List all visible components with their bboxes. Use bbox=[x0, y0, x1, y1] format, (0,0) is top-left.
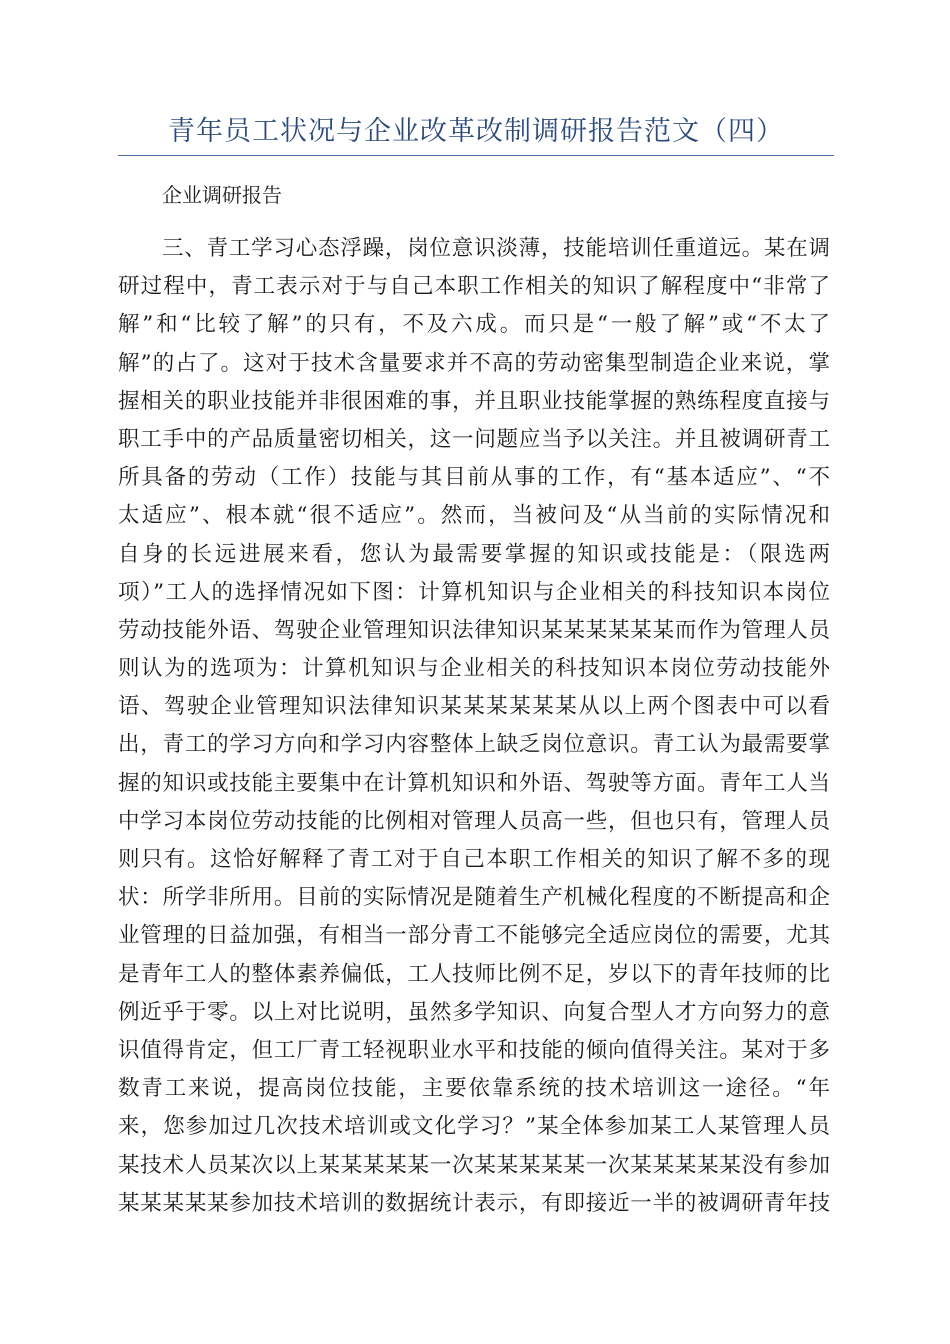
title-underline bbox=[118, 155, 834, 156]
body-line: 太适应”、根本就“很不适应”。然而，当被问及“从当前的实际情况和 bbox=[118, 503, 830, 529]
body-line: 数青工来说，提高岗位技能，主要依靠系统的技术培训这一途径。“年 bbox=[118, 1076, 830, 1102]
document-subtitle: 企业调研报告 bbox=[162, 183, 282, 207]
body-line: 中学习本岗位劳动技能的比例相对管理人员高一些，但也只有，管理人员 bbox=[118, 808, 830, 834]
body-line: 则认为的选项为：计算机知识与企业相关的科技知识本岗位劳动技能外 bbox=[118, 656, 830, 682]
body-line: 劳动技能外语、驾驶企业管理知识法律知识某某某某某某而作为管理人员 bbox=[118, 617, 830, 643]
body-line: 则只有。这恰好解释了青工对于自己本职工作相关的知识了解不多的现 bbox=[118, 847, 830, 872]
body-line: 三、青工学习心态浮躁，岗位意识淡薄，技能培训任重道远。某在调 bbox=[162, 236, 830, 261]
body-line: 例近乎于零。以上对比说明，虽然多学知识、向复合型人才方向努力的意 bbox=[118, 999, 830, 1025]
body-line: 业管理的日益加强，有相当一部分青工不能够完全适应岗位的需要，尤其 bbox=[118, 923, 830, 949]
body-line: 解”和“比较了解”的只有，不及六成。而只是“一般了解”或“不太了 bbox=[118, 312, 830, 338]
body-line: 某某某某某参加技术培训的数据统计表示，有即接近一半的被调研青年技 bbox=[118, 1190, 830, 1216]
body-line: 自身的长远进展来看，您认为最需要掌握的知识或技能是：（限选两 bbox=[118, 541, 830, 567]
body-paragraph bbox=[118, 230, 830, 1223]
body-line: 来，您参加过几次技术培训或文化学习？”某全体参加某工人某管理人员 bbox=[118, 1114, 830, 1140]
body-line: 某技术人员某次以上某某某某某一次某某某某某一次某某某某某没有参加 bbox=[118, 1152, 830, 1178]
body-line: 项）”工人的选择情况如下图：计算机知识与企业相关的科技知识本岗位 bbox=[118, 579, 830, 605]
body-line: 握相关的职业技能并非很困难的事，并且职业技能掌握的熟练程度直接与 bbox=[118, 388, 830, 414]
body-line: 解”的占了。这对于技术含量要求并不高的劳动密集型制造企业来说，掌 bbox=[118, 350, 830, 376]
body-line: 语、驾驶企业管理知识法律知识某某某某某某从以上两个图表中可以看 bbox=[118, 694, 830, 720]
body-line: 出，青工的学习方向和学习内容整体上缺乏岗位意识。青工认为最需要掌 bbox=[118, 732, 830, 758]
body-line: 是青年工人的整体素养偏低，工人技师比例不足，岁以下的青年技师的比 bbox=[118, 961, 830, 987]
body-line: 状：所学非所用。目前的实际情况是随着生产机械化程度的不断提高和企 bbox=[118, 885, 830, 911]
body-line: 研过程中，青工表示对于与自己本职工作相关的知识了解程度中“非常了 bbox=[118, 274, 830, 300]
body-line: 识值得肯定，但工厂青工轻视职业水平和技能的倾向值得关注。某对于多 bbox=[118, 1037, 830, 1063]
body-line: 握的知识或技能主要集中在计算机知识和外语、驾驶等方面。青年工人当 bbox=[118, 770, 830, 796]
body-line: 职工手中的产品质量密切相关，这一问题应当予以关注。并且被调研青工 bbox=[118, 426, 830, 452]
body-line: 所具备的劳动（工作）技能与其目前从事的工作，有“基本适应”、“不 bbox=[118, 465, 830, 491]
document-title: 青年员工状况与企业改革改制调研报告范文（四） bbox=[168, 116, 784, 147]
